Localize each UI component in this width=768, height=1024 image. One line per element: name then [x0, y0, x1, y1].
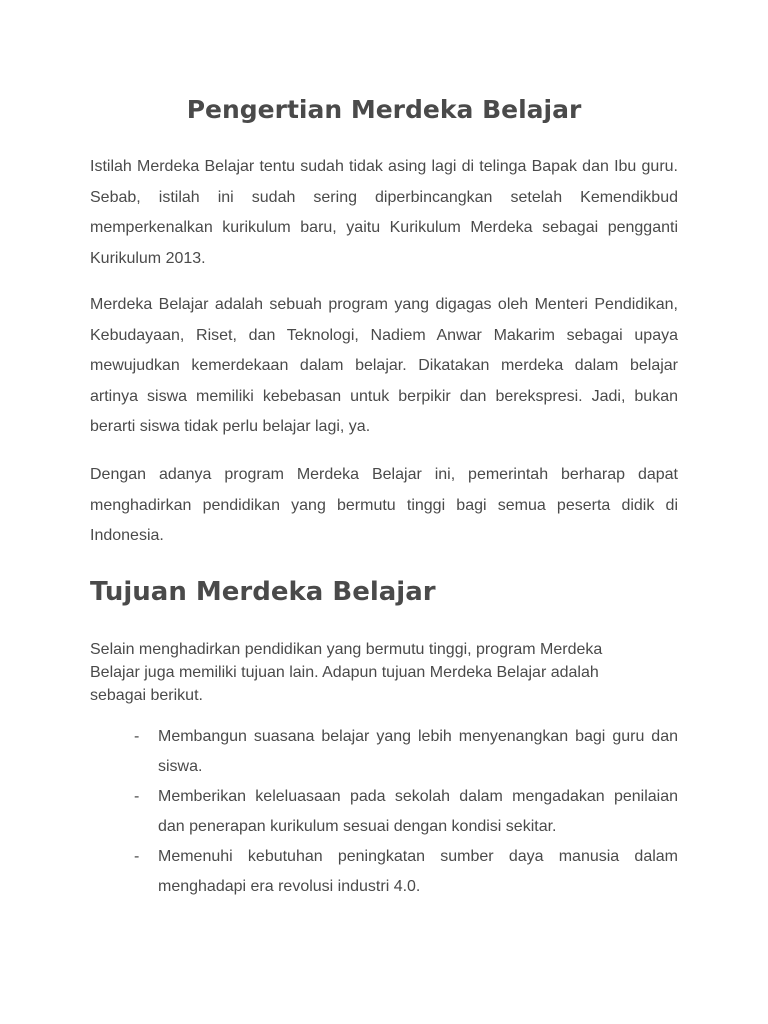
paragraph-3: Dengan adanya program Merdeka Belajar ini, pemerintah berharap dapat menghadirkan pendidikan yang bermutu tinggi bagi semua peserta didik di Indonesia.: [90, 466, 678, 544]
paragraph-2: Merdeka Belajar adalah sebuah program yang digagas oleh Menteri Pendidikan, Kebudayaan, Riset, dan Teknologi, Nadiem Anwar Makarim sebagai upaya mewujudkan kemerdekaan dalam belajar. Dikatakan merdeka dalam belajar artinya siswa memiliki kebebasan untuk berpikir dan berekspresi. Jadi, bukan berarti siswa tidak perlu belajar lagi, ya.: [90, 296, 678, 435]
list-item: [90, 722, 678, 782]
paragraph-1: Istilah Merdeka Belajar tentu sudah tidak asing lagi di telinga Bapak dan Ibu guru. Sebab, istilah ini sudah sering diperbincangkan setelah Kemendikbud memperkenalkan kurikulum baru, yaitu Kurikulum Merdeka sebagai pengganti Kurikulum 2013.: [90, 158, 678, 267]
list-item: [90, 782, 678, 842]
page-title: Pengertian Merdeka Belajar: [186, 95, 582, 124]
goals-list: [90, 722, 678, 902]
list-item-text: Memenuhi kebutuhan peningkatan sumber daya manusia dalam menghadapi era revolusi industri 4.0.: [158, 848, 678, 895]
section-intro: Selain menghadirkan pendidikan yang bermutu tinggi, program Merdeka Belajar juga memiliki tujuan lain. Adapun tujuan Merdeka Belajar adalah sebagai berikut.: [90, 641, 603, 704]
list-item: [90, 842, 678, 902]
section-heading: Tujuan Merdeka Belajar: [90, 577, 436, 607]
list-item-text: Membangun suasana belajar yang lebih menyenangkan bagi guru dan siswa.: [158, 728, 678, 775]
bullet-dash: -: [134, 788, 140, 805]
bullet-dash: -: [134, 728, 140, 745]
list-item-text: Memberikan keleluasaan pada sekolah dalam mengadakan penilaian dan penerapan kurikulum sesuai dengan kondisi sekitar.: [158, 788, 678, 835]
bullet-dash: -: [134, 848, 140, 865]
